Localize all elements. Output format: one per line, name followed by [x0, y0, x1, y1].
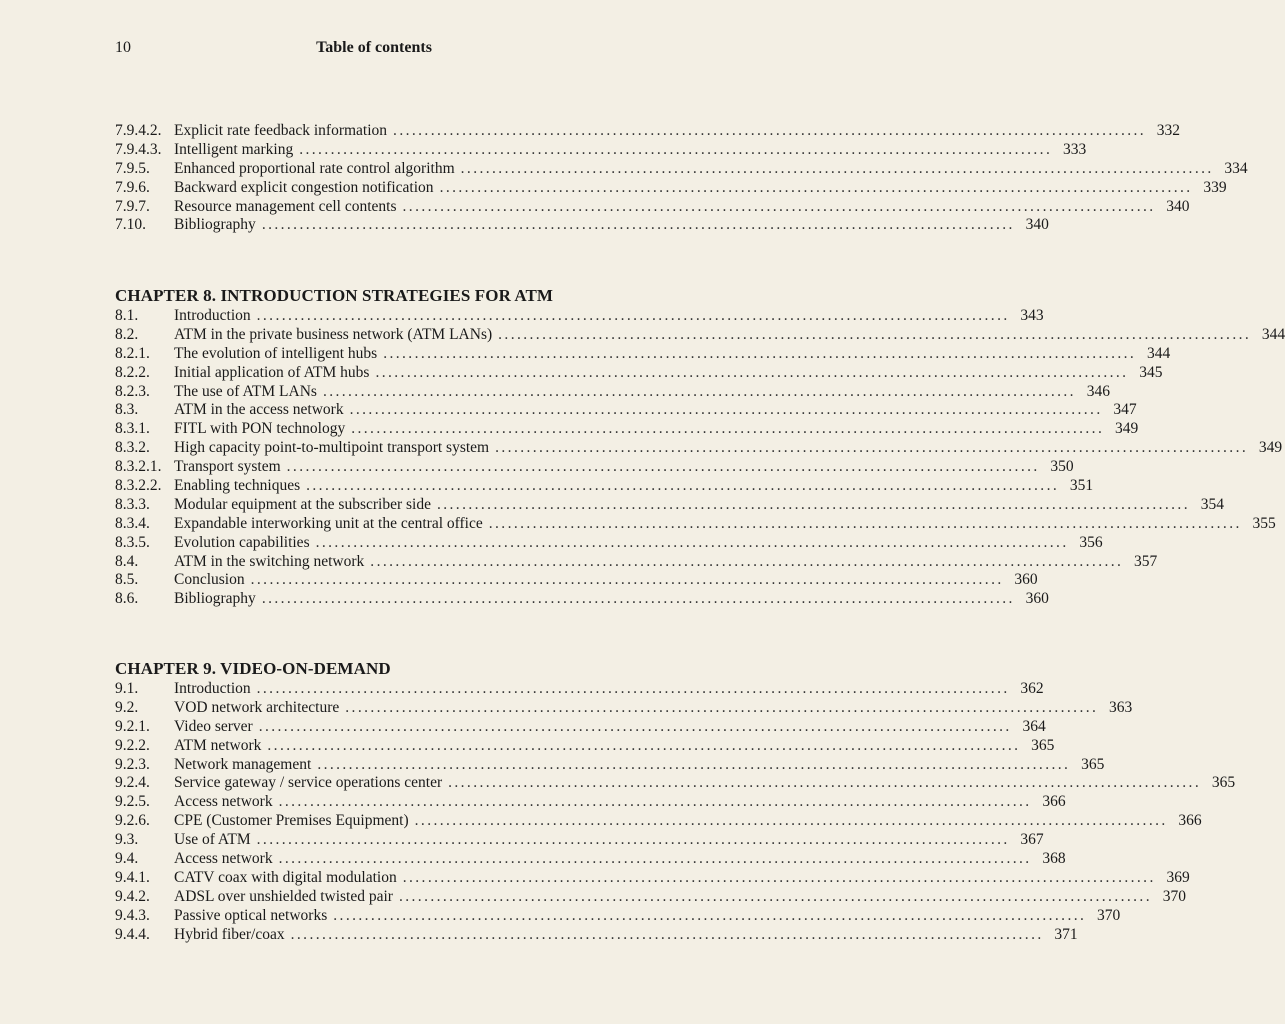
toc-entry [115, 363, 1163, 383]
entry-number: 8.3. [115, 401, 139, 419]
toc-entry [115, 495, 1224, 515]
entry-number: 7.9.4.2. [115, 122, 162, 139]
toc-entry [115, 698, 1133, 718]
entry-title: Evolution capabilities [174, 533, 310, 551]
page-number: 10 [115, 39, 131, 56]
toc-entry [115, 477, 1094, 496]
leader-dots: ........................................................................................................................ [322, 382, 1076, 400]
toc-entry [115, 420, 1139, 439]
entry-number: 9.2. [115, 698, 139, 716]
entry-number: 9.4. [115, 850, 139, 868]
entry-page-number: 363 [1109, 698, 1133, 716]
entry-number: 9.4.4. [115, 925, 150, 943]
entry-page-number: 356 [1079, 533, 1103, 551]
toc-entry [115, 774, 1236, 793]
toc-entry [115, 533, 1103, 553]
leader-dots: ........................................................................................................................ [333, 906, 1087, 924]
entry-number: 8.2.3. [115, 382, 150, 400]
toc-entry [115, 868, 1190, 888]
entry-page-number: 367 [1020, 831, 1044, 849]
entry-title: CATV coax with digital modulation [174, 868, 397, 886]
entry-page-number: 365 [1031, 736, 1055, 754]
toc-entry [115, 925, 1078, 945]
entry-title: High capacity point-to-multipoint transport system [174, 439, 490, 457]
entry-number: 8.6. [115, 590, 139, 608]
entry-number: 7.9.6. [115, 178, 150, 196]
entry-number: 8.3.2.2. [115, 477, 162, 495]
entry-number: 7.9.4.3. [115, 140, 162, 158]
entry-title: Backward explicit congestion notification [174, 178, 434, 196]
toc-entry [115, 812, 1202, 831]
entry-title: Passive optical networks [174, 906, 328, 924]
entry-page-number: 369 [1166, 868, 1190, 886]
entry-page-number: 355 [1252, 514, 1276, 532]
entry-page-number: 333 [1062, 140, 1087, 158]
toc-entry [115, 159, 1248, 179]
entry-number: 9.3. [115, 831, 139, 849]
entry-page-number: 360 [1014, 571, 1038, 589]
leader-dots: ........................................................................................................................ [306, 477, 1060, 495]
entry-title: Enabling techniques [174, 477, 301, 495]
entry-number: 7.9.7. [115, 197, 150, 215]
leader-dots: ........................................................................................................................ [278, 793, 1032, 811]
toc-entry [115, 850, 1066, 869]
entry-title: Use of ATM [174, 831, 251, 849]
entry-number: 9.2.4. [115, 774, 150, 792]
leader-dots: ........................................................................................................................ [317, 755, 1071, 773]
entry-number: 9.4.1. [115, 868, 150, 886]
toc-entry [115, 571, 1038, 590]
leader-dots: ........................................................................................................................ [256, 680, 1010, 697]
leader-dots: ........................................................................................................................ [498, 325, 1252, 343]
leader-dots: ........................................................................................................................ [393, 122, 1147, 139]
entry-title: ATM in the switching network [174, 552, 365, 570]
toc-entry [115, 458, 1074, 477]
entry-number: 8.3.4. [115, 514, 150, 532]
entry-title: Intelligent marking [174, 140, 294, 158]
entry-title: Network management [174, 755, 312, 773]
leader-dots: ........................................................................................................................ [375, 363, 1129, 381]
toc-entry [115, 736, 1055, 756]
toc-entry [115, 755, 1105, 775]
entry-number: 8.3.3. [115, 495, 150, 513]
toc-entry [115, 590, 1049, 609]
leader-dots: ........................................................................................................................ [256, 307, 1010, 324]
toc-entry [115, 382, 1110, 402]
entry-page-number: 340 [1025, 216, 1049, 234]
toc-entry [115, 680, 1044, 699]
leader-dots: ........................................................................................................................ [488, 514, 1242, 532]
leader-dots: ........................................................................................................................ [448, 774, 1202, 792]
toc-entry [115, 216, 1049, 235]
entry-number: 8.2.1. [115, 344, 150, 362]
toc-section-chapter-8 [115, 285, 1285, 609]
entry-page-number: 334 [1224, 159, 1248, 177]
entry-title: ATM in the access network [174, 401, 344, 419]
entry-number: 8.2.2. [115, 363, 150, 381]
entry-number: 7.9.5. [115, 159, 150, 177]
entry-number: 8.2. [115, 325, 139, 343]
toc-entry [115, 197, 1190, 217]
entry-page-number: 366 [1042, 793, 1066, 811]
entry-number: 8.1. [115, 307, 139, 324]
entry-page-number: 344 [1261, 325, 1285, 343]
leader-dots: ........................................................................................................................ [495, 439, 1249, 457]
entry-title: Expandable interworking unit at the central office [174, 514, 483, 532]
entry-title: ATM in the private business network (ATM LANs) [174, 325, 493, 343]
toc-section-7-continued [115, 122, 1248, 235]
entry-page-number: 362 [1020, 680, 1044, 697]
entry-title: The evolution of intelligent hubs [174, 344, 378, 362]
toc-entry [115, 793, 1066, 812]
entry-title: Bibliography [174, 590, 256, 608]
entry-page-number: 345 [1139, 363, 1163, 381]
entry-number: 9.4.2. [115, 887, 150, 905]
entry-page-number: 349 [1114, 420, 1139, 438]
leader-dots: ........................................................................................................................ [460, 159, 1214, 177]
entry-number: 7.10. [115, 216, 146, 234]
entry-title: VOD network architecture [174, 698, 340, 716]
toc-entry [115, 140, 1087, 160]
leader-dots: ........................................................................................................................ [349, 401, 1103, 419]
toc-entry [115, 717, 1046, 737]
entry-page-number: 364 [1022, 717, 1046, 735]
entry-page-number: 366 [1178, 812, 1202, 830]
toc-entry [115, 178, 1227, 198]
entry-number: 9.2.1. [115, 717, 150, 735]
entry-page-number: 354 [1200, 495, 1224, 513]
entry-page-number: 365 [1211, 774, 1236, 792]
toc-section-chapter-9 [115, 658, 1236, 944]
running-head: Table of contents [316, 39, 432, 56]
entry-title: Conclusion [174, 571, 245, 589]
entry-page-number: 350 [1050, 458, 1074, 476]
toc-entry [115, 439, 1283, 458]
entry-title: Access network [174, 850, 273, 868]
toc-entry [115, 552, 1158, 572]
entry-number: 8.5. [115, 571, 139, 589]
entry-number: 9.2.3. [115, 755, 150, 773]
chapter-title: CHAPTER 8. INTRODUCTION STRATEGIES FOR ATM [115, 286, 554, 305]
leader-dots: ........................................................................................................................ [299, 140, 1053, 158]
entry-title: ATM network [174, 736, 262, 754]
entry-number: 9.1. [115, 680, 139, 697]
entry-title: The use of ATM LANs [174, 382, 317, 400]
toc-entry [115, 401, 1137, 420]
leader-dots: ........................................................................................................................ [261, 216, 1015, 234]
leader-dots: ........................................................................................................................ [402, 197, 1156, 215]
leader-dots: ........................................................................................................................ [414, 812, 1168, 830]
toc-entry [115, 344, 1171, 364]
leader-dots: ........................................................................................................................ [439, 178, 1193, 196]
leader-dots: ........................................................................................................................ [370, 552, 1124, 570]
leader-dots: ........................................................................................................................ [286, 458, 1040, 476]
entry-title: Video server [174, 717, 253, 735]
entry-page-number: 349 [1258, 439, 1283, 457]
entry-page-number: 357 [1134, 552, 1158, 570]
entry-page-number: 365 [1081, 755, 1105, 773]
entry-number: 9.2.2. [115, 736, 150, 754]
entry-number: 8.3.5. [115, 533, 150, 551]
leader-dots: ........................................................................................................................ [436, 495, 1190, 513]
leader-dots: ........................................................................................................................ [258, 717, 1012, 735]
entry-title: Initial application of ATM hubs [174, 363, 370, 381]
entry-number: 8.3.2. [115, 439, 150, 457]
toc-entry [115, 307, 1044, 326]
entry-page-number: 368 [1042, 850, 1066, 868]
entry-number: 8.3.2.1. [115, 458, 162, 476]
entry-title: Enhanced proportional rate control algorithm [174, 159, 455, 177]
leader-dots: ........................................................................................................................ [402, 868, 1156, 886]
entry-number: 9.2.5. [115, 793, 150, 811]
entry-page-number: 339 [1203, 178, 1227, 196]
entry-page-number: 360 [1025, 590, 1049, 608]
leader-dots: ........................................................................................................................ [315, 533, 1069, 551]
toc-entry [115, 906, 1121, 926]
entry-number: 9.2.6. [115, 812, 150, 830]
entry-page-number: 351 [1069, 477, 1094, 495]
entry-title: Transport system [174, 458, 281, 476]
toc-entry [115, 325, 1285, 345]
entry-title: Hybrid fiber/coax [174, 925, 285, 943]
entry-page-number: 340 [1166, 197, 1190, 215]
entry-page-number: 346 [1086, 382, 1110, 400]
entry-title: Access network [174, 793, 273, 811]
leader-dots: ........................................................................................................................ [250, 571, 1004, 589]
chapter-title: CHAPTER 9. VIDEO-ON-DEMAND [115, 659, 391, 678]
entry-page-number: 343 [1020, 307, 1044, 324]
entry-title: Service gateway / service operations center [174, 774, 443, 792]
entry-title: Introduction [174, 307, 251, 324]
entry-title: Explicit rate feedback information [174, 122, 388, 139]
entry-page-number: 347 [1113, 401, 1137, 419]
leader-dots: ........................................................................................................................ [278, 850, 1032, 868]
entry-title: ADSL over unshielded twisted pair [174, 887, 393, 905]
leader-dots: ........................................................................................................................ [256, 831, 1010, 849]
leader-dots: ........................................................................................................................ [345, 698, 1099, 716]
toc-entry [115, 831, 1044, 850]
entry-title: Resource management cell contents [174, 197, 397, 215]
leader-dots: ........................................................................................................................ [290, 925, 1044, 943]
entry-number: 8.4. [115, 552, 139, 570]
entry-page-number: 332 [1156, 122, 1181, 139]
toc-entry [115, 122, 1181, 141]
leader-dots: ........................................................................................................................ [383, 344, 1137, 362]
leader-dots: ........................................................................................................................ [261, 590, 1015, 608]
entry-title: Introduction [174, 680, 251, 697]
entry-title: FITL with PON technology [174, 420, 346, 438]
toc-entry [115, 514, 1276, 534]
entry-page-number: 370 [1097, 906, 1121, 924]
entry-number: 8.3.1. [115, 420, 150, 438]
entry-page-number: 344 [1146, 344, 1171, 362]
entry-title: CPE (Customer Premises Equipment) [174, 812, 409, 830]
leader-dots: ........................................................................................................................ [267, 736, 1021, 754]
entry-page-number: 370 [1162, 887, 1186, 905]
toc-entry [115, 887, 1186, 907]
entry-title: Modular equipment at the subscriber side [174, 495, 431, 513]
entry-page-number: 371 [1054, 925, 1078, 943]
entry-number: 9.4.3. [115, 906, 150, 924]
leader-dots: ........................................................................................................................ [351, 420, 1105, 438]
entry-title: Bibliography [174, 216, 256, 234]
leader-dots: ........................................................................................................................ [398, 887, 1152, 905]
